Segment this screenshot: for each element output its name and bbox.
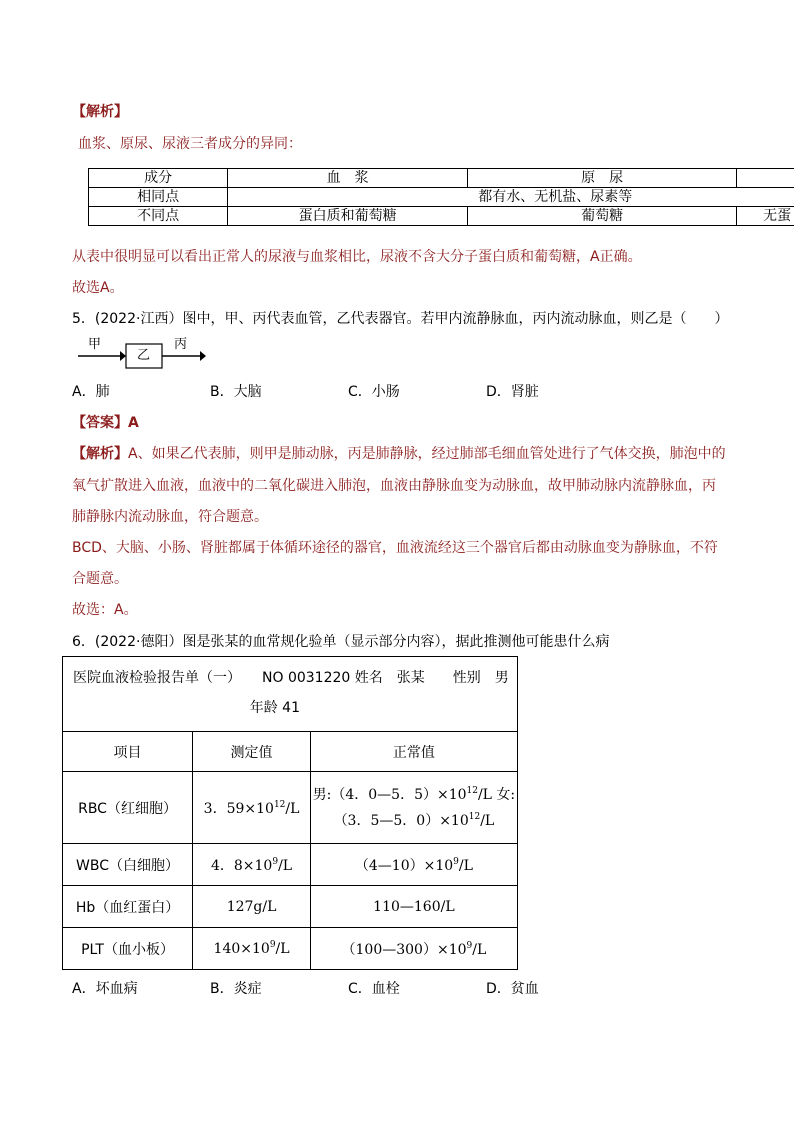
report-header-line2: 年龄 41 xyxy=(249,700,300,716)
organ-flow-diagram xyxy=(76,336,216,376)
table-cell: 3．$59\times 10^{12}/L$ xyxy=(193,772,311,844)
analysis-tag: 【解析】 xyxy=(72,104,128,120)
table-cell: Hb（血红蛋白） xyxy=(63,886,193,928)
table-row xyxy=(63,844,518,886)
table-row xyxy=(89,188,794,207)
analysis-line-5: 合题意。 xyxy=(72,571,128,587)
table-cell: 无蛋 xyxy=(737,207,794,226)
answer-line: 故选A。 xyxy=(72,280,124,296)
table-row xyxy=(89,169,794,188)
table-cell: 成分 xyxy=(89,169,228,188)
table-cell: 男:（4．0—5．$5)\times 10^{12}/L$ 女: （3．5—5．$0)\times 10^{12}/L$ xyxy=(311,772,518,844)
table-cell: 葡萄糖 xyxy=(468,207,737,226)
table-cell: $(4—10)\times 10^9/L$ xyxy=(311,844,518,886)
column-header: 项目 xyxy=(63,732,193,772)
analysis-intro: 血浆、原尿、尿液三者成分的异同： xyxy=(78,136,302,152)
analysis-text: A、如果乙代表肺，则甲是肺动脉，丙是肺静脉，经过肺部毛细血管处进行了气体交换，肺泡中的 xyxy=(128,446,726,462)
vessel-label-left: 甲 xyxy=(88,337,102,352)
option-a: A．肺 xyxy=(72,384,110,400)
option-c: C．小肠 xyxy=(348,384,400,400)
option-d: D．肾脏 xyxy=(486,384,539,400)
question-5-stem: 5．(2022·江西）图中，甲、丙代表血管，乙代表器官。若甲内流静脉血，丙内流动脉血，则乙是（ ） xyxy=(72,311,729,327)
table-cell: 蛋白质和葡萄糖 xyxy=(228,207,468,226)
vessel-label-right: 丙 xyxy=(174,337,188,352)
analysis-line-3: 肺静脉内流动脉血，符合题意。 xyxy=(72,509,268,525)
option-b: B．炎症 xyxy=(210,981,262,997)
table-cell: $140\times 10^9/L$ xyxy=(193,928,311,970)
question-6-stem: 6．(2022·德阳）图是张某的血常规化验单（显示部分内容），据此推测他可能患什么病 xyxy=(72,634,610,650)
table-cell: 血 浆 xyxy=(228,169,468,188)
table-cell: 相同点 xyxy=(89,188,228,207)
table-row xyxy=(63,772,518,844)
table-cell: PLT（血小板） xyxy=(63,928,193,970)
arrow-right-head xyxy=(200,351,206,361)
table-row xyxy=(63,657,518,732)
option-b: B．大脑 xyxy=(210,384,262,400)
table-cell: 都有水、无机盐、尿素等 xyxy=(228,188,794,207)
comparison-table xyxy=(88,168,794,226)
column-header: 正常值 xyxy=(311,732,518,772)
table-cell: 不同点 xyxy=(89,207,228,226)
table-cell: 110—160/L xyxy=(311,886,518,928)
table-cell xyxy=(737,169,794,188)
organ-label: 乙 xyxy=(137,348,151,363)
table-row xyxy=(63,886,518,928)
table-cell: RBC（红细胞） xyxy=(63,772,193,844)
arrow-left-head xyxy=(120,351,126,361)
table-cell: 原 尿 xyxy=(468,169,737,188)
analysis-line-4: BCD、大脑、小肠、肾脏都属于体循环途径的器官，血液流经这三个器官后都由动脉血变为静脉血，不符 xyxy=(72,540,718,556)
table-cell: 127g/L xyxy=(193,886,311,928)
analysis-line-2: 氧气扩散进入血液，血液中的二氧化碳进入肺泡，血液由静脉血变为动脉血，故甲肺动脉内流静脉血，丙 xyxy=(72,478,716,494)
table-cell: $(100—300)\times 10^9/L$ xyxy=(311,928,518,970)
answer-line: 故选：A。 xyxy=(72,602,138,618)
option-a: A．坏血病 xyxy=(72,981,138,997)
analysis-conclusion: 从表中很明显可以看出正常人的尿液与血浆相比，尿液不含大分子蛋白质和葡萄糖，A正确。 xyxy=(72,249,642,265)
answer-tag: 【答案】A xyxy=(72,415,139,431)
report-header xyxy=(63,657,518,732)
table-row xyxy=(63,928,518,970)
analysis-tag: 【解析】 xyxy=(72,446,128,462)
table-cell: WBC（白细胞） xyxy=(63,844,193,886)
report-header-line1: 医院血液检验报告单（一） NO 0031220 姓名 张某 性别 男 xyxy=(73,670,509,686)
blood-report-table xyxy=(62,656,518,970)
table-cell: 4．$8\times 10^9/L$ xyxy=(193,844,311,886)
table-row xyxy=(89,207,794,226)
option-c: C．血栓 xyxy=(348,981,400,997)
analysis-line-1 xyxy=(72,445,726,463)
option-d: D．贫血 xyxy=(486,981,539,997)
table-row xyxy=(63,732,518,772)
column-header: 测定值 xyxy=(193,732,311,772)
